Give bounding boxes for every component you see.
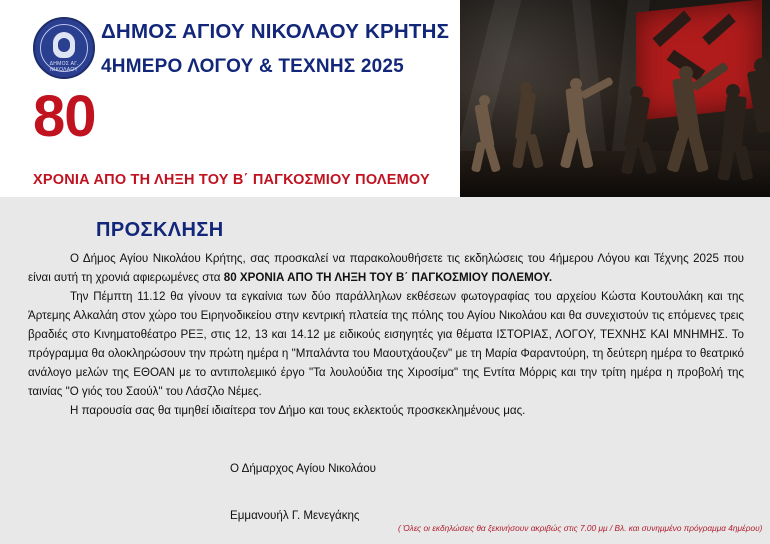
invitation-text [28, 249, 744, 420]
header-artwork [460, 0, 770, 197]
poster-header [0, 0, 770, 197]
artwork-figure-2-head [520, 82, 532, 94]
footnote-text: ( Όλες οι εκδηλώσεις θα ξεκινήσουν ακριβώς στις 7.00 μμ / Βλ. και συνημμένο πρόγραμμα 4ημέρου) [398, 523, 763, 533]
invitation-heading: ΠΡΟΣΚΛΗΣΗ [96, 219, 224, 241]
paragraph-2: Την Πέμπτη 11.12 θα γίνουν τα εγκαίνια των δύο παράλληλων εκθέσεων φωτογραφίας του αρχείου Κώστα Κουτουλάκη και της Άρτεμης Αλκαλάη στον χώρο του Ειρηνοδικείου στην κεντρική πλατεία της πόλης του Αγίου Νικολάου και θα συνεχιστούν τις επόμενες τρεις βραδιές στο Κινηματοθέατρο ΡΕΞ, στις 12, 13 και 14.12 με ειδικούς εισηγητές για θέματα ΙΣΤΟΡΙΑΣ, ΛΟΓΟΥ, ΤΕΧΝΗΣ ΚΑΙ ΜΝΗΜΗΣ. Το πρόγραμμα θα ολοκληρώσουν την πρώτη ημέρα η "Μπαλάντα του Μαουτχάουζεν" με τη Μαρία Φαραντούρη, τη δεύτερη ημέρα το θεατρικό ανάλογο μελών της ΕΘΟΑΝ με το αντιπολεμικό έργο "Τα λουλούδια της Χιροσίμα" της Εντίτα Μόρρις και την τρίτη ημέρα η προβολή της ταινίας "Ο γιός του Σαούλ" του Λάσζλο Νέμες. [28, 290, 744, 398]
poster-title-primary: ΔΗΜΟΣ ΑΓΙΟΥ ΝΙΚΟΛΑΟΥ ΚΡΗΤΗΣ [101, 20, 450, 43]
signature-block [230, 459, 376, 525]
artwork-figure-7-head [754, 58, 769, 73]
artwork-figure-1-head [479, 95, 490, 106]
artwork-figure-3-head [570, 78, 582, 90]
artwork-figure-6-head [726, 84, 740, 98]
invitation-body [0, 197, 770, 544]
seal-figure-inner [58, 38, 70, 52]
seal-caption: ΔΗΜΟΣ ΑΓ. ΝΙΚΟΛΑΟΥ [49, 61, 79, 73]
banner-mark-3 [702, 14, 736, 46]
paragraph-1-pre: Ο Δήμος Αγίου Νικολάου Κρήτης, σας προσκαλεί να παρακολουθήσετε τις εκδηλώσεις του 4ήμερου Λόγου και Τέχνης 2025 που είναι αυτή τη χρονιά αφιερωμένες στα [28, 252, 744, 284]
anniversary-number: 80 [33, 84, 96, 149]
signature-name: Εμμανουήλ Γ. Μενεγάκης [230, 509, 360, 522]
paragraph-3: Η παρουσία σας θα τιμηθεί ιδιαίτερα τον Δήμο και τους εκλεκτούς προσκεκλημένους μας. [70, 404, 526, 417]
seal-figure [53, 32, 75, 58]
header-text-area [0, 0, 460, 197]
signature-role: Ο Δήμαρχος Αγίου Νικολάου [230, 462, 377, 475]
paragraph-1 [28, 249, 744, 287]
paragraph-1-emphasis: 80 ΧΡΟΝΙΑ ΑΠΟ ΤΗ ΛΗΞΗ ΤΟΥ Β΄ ΠΑΓΚΟΣΜΙΟΥ ΠΟΛΕΜΟΥ. [223, 271, 553, 284]
artwork-figure-5-head [679, 66, 693, 80]
artwork-figure-4-head [630, 86, 643, 99]
poster-title-secondary: 4ΗΜΕΡΟ ΛΟΓΟΥ & ΤΕΧΝΗΣ 2025 [101, 56, 404, 77]
banner-mark-1 [653, 11, 692, 48]
municipality-seal-icon [33, 17, 95, 79]
anniversary-subtitle: ΧΡΟΝΙΑ ΑΠΟ ΤΗ ΛΗΞΗ ΤΟΥ Β΄ ΠΑΓΚΟΣΜΙΟΥ ΠΟΛΕΜΟΥ [33, 172, 430, 188]
